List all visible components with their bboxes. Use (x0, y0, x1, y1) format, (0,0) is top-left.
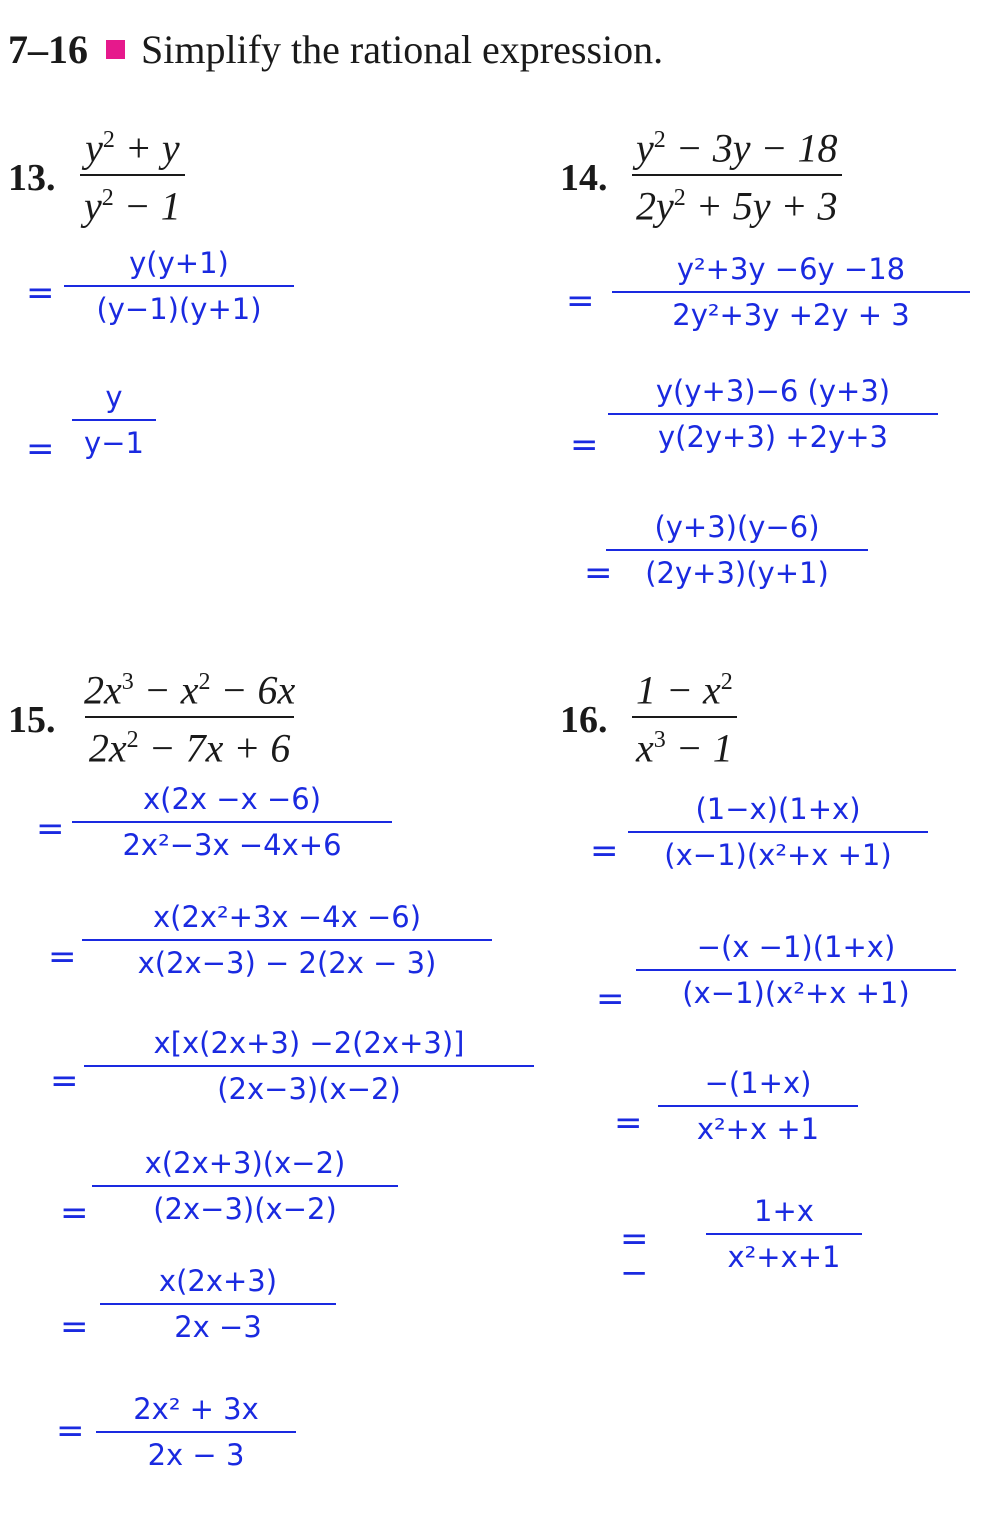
exercise-header (8, 26, 663, 73)
step-numerator: x(2x −x −6) (142, 782, 322, 816)
step-denominator: x²+x +1 (696, 1112, 820, 1146)
step-numerator: −(x −1)(1+x) (696, 930, 896, 964)
step-denominator: (y−1)(y+1) (96, 292, 262, 326)
step-denominator: (2y+3)(y+1) (645, 556, 829, 590)
equals-sign: = (50, 1061, 79, 1101)
step-denominator: 2x − 3 (147, 1438, 245, 1472)
step-numerator: y(y+3)−6 (y+3) (655, 374, 891, 408)
step-fraction (84, 1026, 534, 1106)
equals-sign: = − (620, 1219, 649, 1293)
step-fraction (612, 252, 970, 332)
equals-sign: = (566, 281, 595, 321)
step-denominator: (x−1)(x²+x +1) (664, 838, 892, 872)
equals-sign: = (570, 425, 599, 465)
problem-16-expression (632, 667, 737, 771)
step-numerator: (1−x)(1+x) (695, 792, 861, 826)
step-numerator: 2x² + 3x (133, 1392, 259, 1426)
problem-15-number: 15. (8, 699, 56, 741)
equals-sign: = (26, 273, 55, 313)
equals-sign: = (614, 1103, 643, 1143)
equals-sign: = (590, 831, 619, 871)
numerator: $1 - x^2$ (636, 667, 733, 713)
step-denominator: (2x−3)(x−2) (153, 1192, 337, 1226)
step-numerator: x[x(2x+3) −2(2x+3)] (153, 1026, 465, 1060)
step-numerator: y²+3y −6y −18 (676, 252, 906, 286)
step-denominator: x²+x+1 (727, 1240, 841, 1274)
exercise-instruction: Simplify the rational expression. (141, 27, 664, 72)
step-denominator: 2x −3 (174, 1310, 262, 1344)
step-fraction (706, 1194, 862, 1274)
step-numerator: 1+x (754, 1194, 814, 1228)
step-fraction (100, 1264, 336, 1344)
step-fraction (72, 380, 156, 460)
numerator: $2x^3 - x^2 - 6x$ (84, 667, 296, 713)
equals-sign: = (26, 429, 55, 469)
step-denominator: 2y²+3y +2y + 3 (672, 298, 910, 332)
step-denominator: 2x²−3x −4x+6 (122, 828, 342, 862)
step-fraction (82, 900, 492, 980)
problem-16-number: 16. (560, 699, 608, 741)
problem-13-expression (80, 125, 185, 229)
equals-sign: = (36, 809, 65, 849)
step-fraction (92, 1146, 398, 1226)
step-fraction (658, 1066, 858, 1146)
equals-sign: = (584, 553, 613, 593)
step-fraction (96, 1392, 296, 1472)
equals-sign: = (48, 937, 77, 977)
denominator: $2y^2 + 5y + 3$ (632, 174, 842, 226)
step-fraction (72, 782, 392, 862)
step-numerator: x(2x²+3x −4x −6) (152, 900, 422, 934)
problem-14-expression (632, 125, 842, 229)
numerator: $y^2 + y$ (85, 125, 180, 171)
step-denominator: (2x−3)(x−2) (217, 1072, 401, 1106)
step-denominator: y−1 (84, 426, 144, 460)
step-fraction (608, 374, 938, 454)
denominator: $2x^2 - 7x + 6$ (85, 716, 295, 768)
step-numerator: −(1+x) (704, 1066, 812, 1100)
step-numerator: y(y+1) (129, 246, 229, 280)
step-fraction (628, 792, 928, 872)
problem-15-expression (80, 667, 299, 771)
equals-sign: = (60, 1307, 89, 1347)
denominator: $x^3 - 1$ (632, 716, 737, 768)
step-denominator: y(2y+3) +2y+3 (657, 420, 889, 454)
equals-sign: = (56, 1411, 85, 1451)
equals-sign: = (596, 979, 625, 1019)
exercise-range: 7–16 (8, 27, 88, 72)
step-denominator: x(2x−3) − 2(2x − 3) (137, 946, 437, 980)
section-marker-icon (106, 40, 125, 59)
denominator: $y^2 - 1$ (80, 174, 185, 226)
step-denominator: (x−1)(x²+x +1) (682, 976, 910, 1010)
step-numerator: (y+3)(y−6) (654, 510, 820, 544)
step-numerator: x(2x+3)(x−2) (144, 1146, 346, 1180)
step-numerator: y (105, 380, 123, 414)
step-fraction (606, 510, 868, 590)
problem-13-number: 13. (8, 157, 56, 199)
step-numerator: x(2x+3) (158, 1264, 278, 1298)
numerator: $y^2 - 3y - 18$ (636, 125, 838, 171)
step-fraction (64, 246, 294, 326)
equals-sign: = (60, 1193, 89, 1233)
problem-14-number: 14. (560, 157, 608, 199)
step-fraction (636, 930, 956, 1010)
